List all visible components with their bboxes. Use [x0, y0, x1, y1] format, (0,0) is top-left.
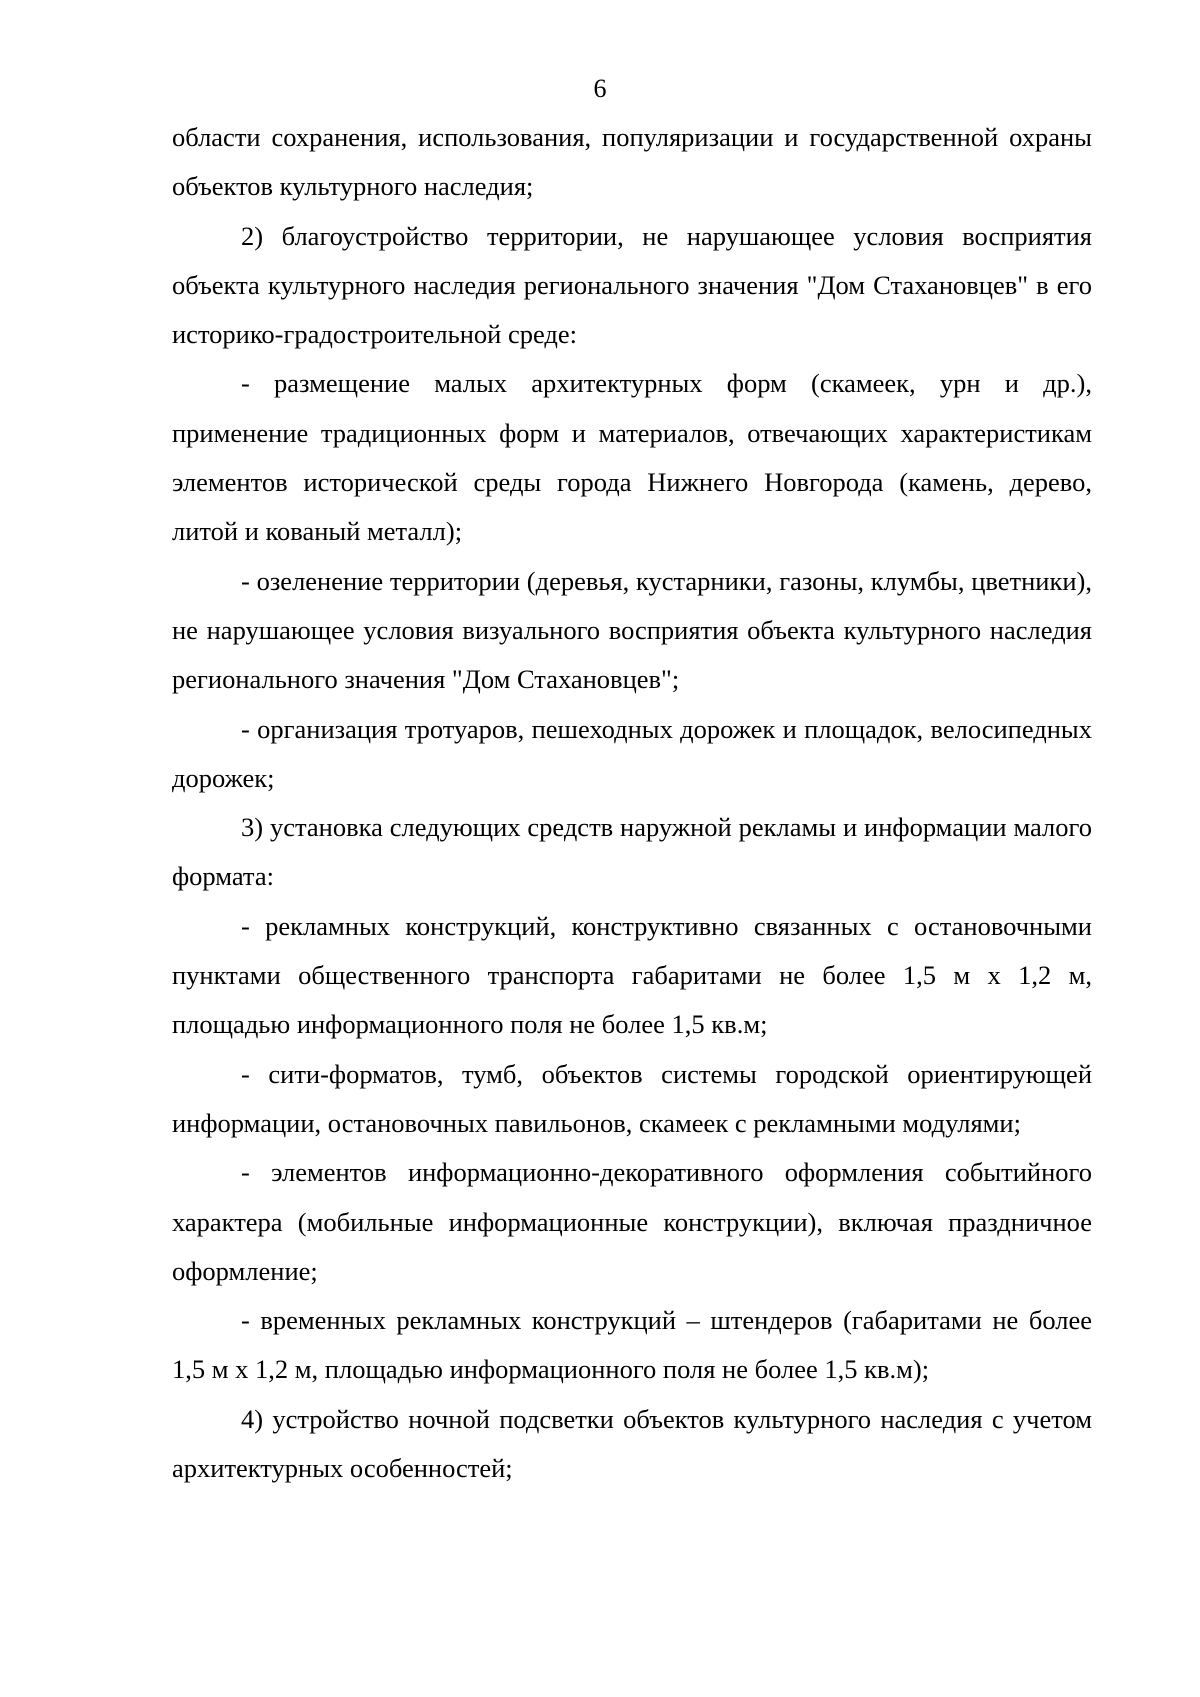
paragraph-decorative-elements: - элементов информационно-декоративного оформления событийного характера (мобильные информационные конструкции), включая праздничное оформление;: [172, 1157, 1092, 1286]
paragraph-city-formats: - сити-форматов, тумб, объектов системы городской ориентирующей информации, остановочных павильонов, скамеек с рекламными модулями;: [172, 1058, 1092, 1138]
paragraph-greening: - озеленение территории (деревья, кустарники, газоны, клумбы, цветники), не нарушающее условия визуального восприятия объекта культурного наследия регионального значения "Дом Стахановцев";: [172, 565, 1092, 695]
paragraph-item-3-advertising: 3) установка следующих средств наружной рекламы и информации малого формата:: [172, 812, 1092, 892]
paragraph-temporary-structures: - временных рекламных конструкций – штендеров (габаритами не более 1,5 м х 1,2 м, площадью информационного поля не более 1,5 кв.м);: [172, 1305, 1092, 1385]
paragraph-item-4-night-lighting: 4) устройство ночной подсветки объектов культурного наследия с учетом архитектурных особенностей;: [172, 1403, 1092, 1484]
page-number: 6: [593, 74, 607, 103]
paragraph-item-2-landscaping: 2) благоустройство территории, не нарушающее условия восприятия объекта культурного наследия регионального значения "Дом Стахановцев" в его историко-градостроительной среде:: [172, 220, 1092, 350]
paragraph-sidewalks: - организация тротуаров, пешеходных дорожек и площадок, велосипедных дорожек;: [172, 713, 1092, 793]
paragraph-continuation: области сохранения, использования, популяризации и государственной охраны объектов культурного наследия;: [172, 122, 1092, 202]
document-body: [172, 113, 1092, 1493]
paragraph-advertising-structures: - рекламных конструкций, конструктивно связанных с остановочными пунктами общественного транспорта габаритами не более 1,5 м х 1,2 м, площадью информационного поля не более 1,5 кв.м;: [172, 910, 1092, 1040]
paragraph-small-architectural-forms: - размещение малых архитектурных форм (скамеек, урн и др.), применение традиционных форм и материалов, отвечающих характеристикам элементов исторической среды города Нижнего Новгорода (камень, дерево, литой и кованый металл);: [172, 368, 1092, 547]
